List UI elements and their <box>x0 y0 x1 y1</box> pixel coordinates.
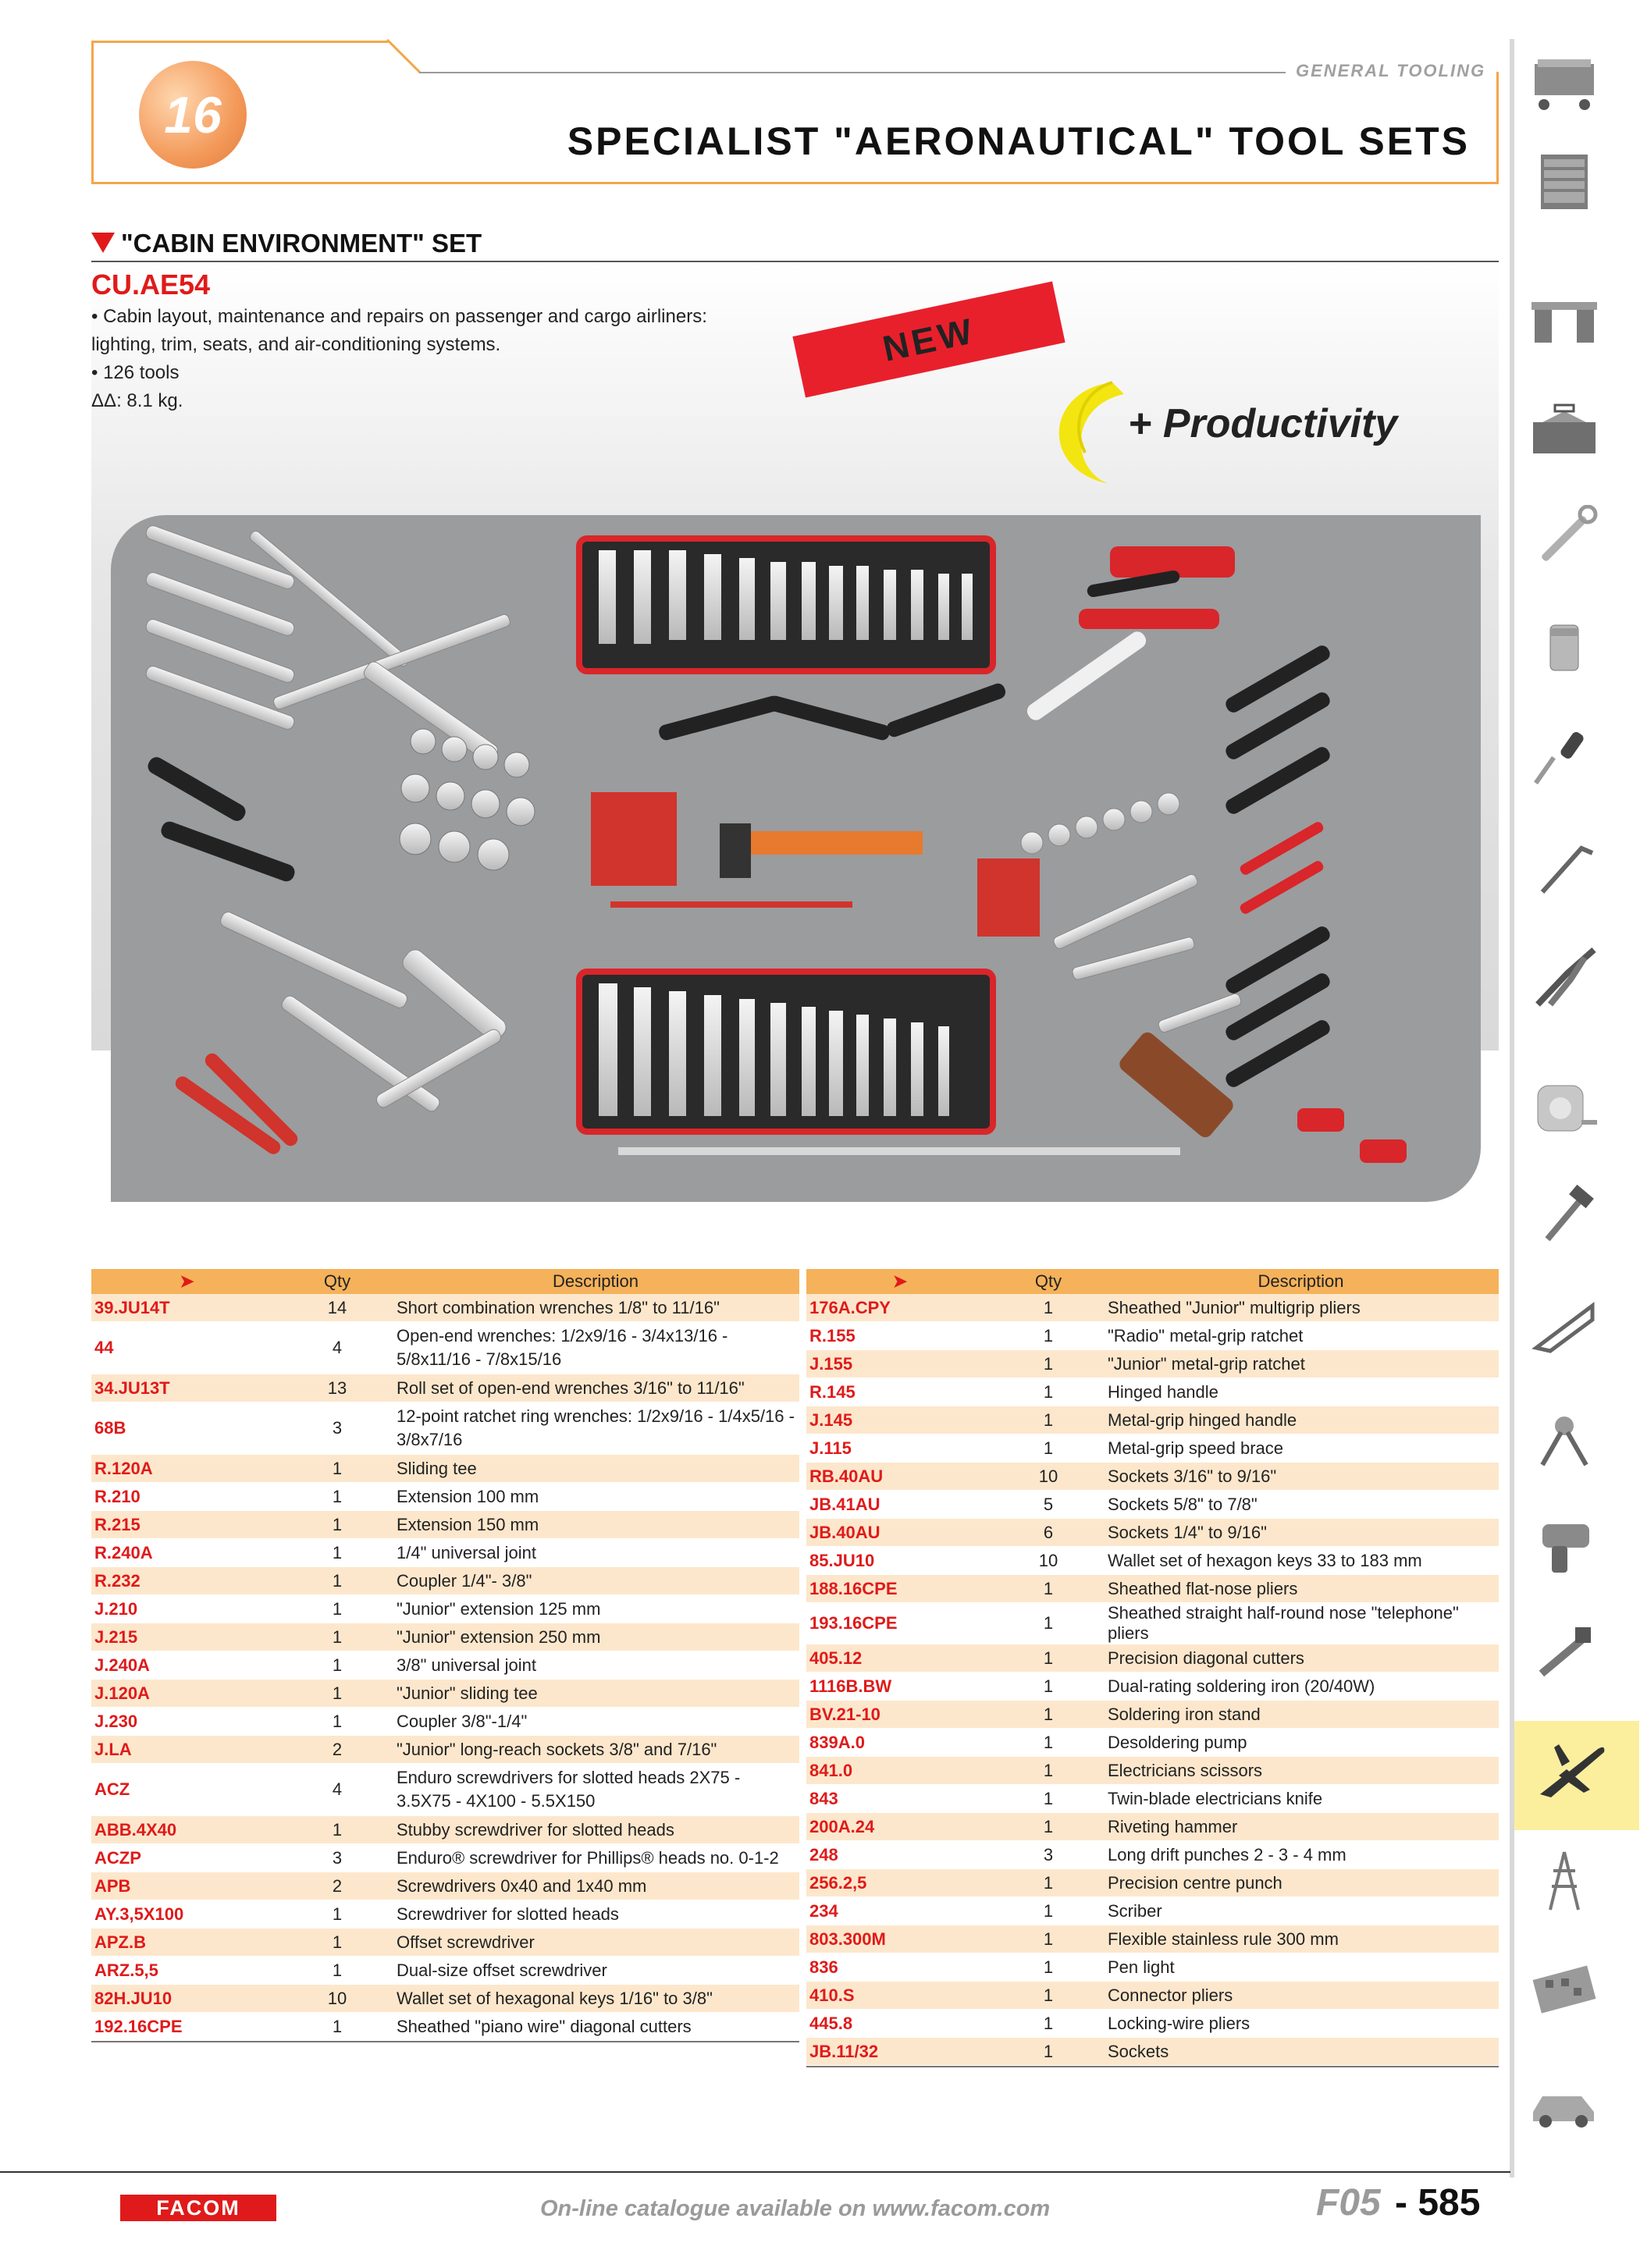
header-frame-bottom <box>91 182 1499 184</box>
part-description: Sheathed straight half-round nose "telephone" pliers <box>1103 1603 1499 1644</box>
part-description: Metal-grip speed brace <box>1103 1434 1499 1463</box>
table-row <box>91 1900 799 1929</box>
part-description: Electricians scissors <box>1103 1757 1499 1785</box>
sidebar-item-tape-measure[interactable] <box>1517 1065 1611 1151</box>
set-title: "CABIN ENVIRONMENT" SET <box>121 229 482 258</box>
table-row <box>806 1575 1499 1603</box>
part-description: Stubby screwdriver for slotted heads <box>392 1816 799 1844</box>
part-description: "Junior" long-reach sockets 3/8" and 7/16" <box>392 1736 799 1764</box>
part-ref: BV.21-10 <box>806 1701 994 1729</box>
part-qty: 1 <box>994 1406 1103 1434</box>
sidebar-item-hex-key[interactable] <box>1517 823 1611 909</box>
tool-set-illustration <box>111 515 1481 1202</box>
part-description: Sockets 5/8" to 7/8" <box>1103 1491 1499 1519</box>
set-weight: ΔΔ: 8.1 kg. <box>91 390 183 411</box>
table-row <box>806 1925 1499 1953</box>
table-row <box>806 1547 1499 1575</box>
part-ref: 256.2,5 <box>806 1869 994 1897</box>
part-qty: 1 <box>994 2038 1103 2066</box>
brand-logo-text: FACOM <box>156 2195 240 2220</box>
part-ref: 82H.JU10 <box>91 1985 283 2013</box>
table-header-row <box>91 1269 799 1294</box>
table-row <box>806 1463 1499 1491</box>
part-description: "Junior" sliding tee <box>392 1680 799 1708</box>
description-column-header: Description <box>392 1269 799 1294</box>
table-row <box>91 1872 799 1900</box>
set-description <box>91 303 731 415</box>
table-row <box>806 1406 1499 1434</box>
header-frame-top <box>91 41 388 43</box>
part-description: Wallet set of hexagonal keys 1/16" to 3/8" <box>392 1985 799 2013</box>
table-row <box>91 1511 799 1539</box>
part-ref: ABB.4X40 <box>91 1816 283 1844</box>
part-qty: 1 <box>994 2010 1103 2038</box>
sidebar-item-pipe-wrench[interactable] <box>1517 1612 1611 1697</box>
part-description: Enduro screwdrivers for slotted heads 2X75 - 3.5X75 - 4X100 - 5.5X150 <box>392 1764 799 1816</box>
part-qty: 3 <box>994 1841 1103 1869</box>
section-label: GENERAL TOOLING <box>1296 61 1486 80</box>
pipe-wrench-icon <box>1527 1621 1602 1688</box>
part-description: Riveting hammer <box>1103 1813 1499 1841</box>
table-row <box>91 1483 799 1511</box>
parts-table-right <box>806 1269 1499 2066</box>
table-row <box>806 1294 1499 1322</box>
table-row <box>806 1434 1499 1463</box>
pliers-icon <box>1527 942 1602 1009</box>
arrow-ref-icon: ➤ <box>892 1271 908 1291</box>
table-row <box>806 1519 1499 1547</box>
part-description: Open-end wrenches: 1/2x9/16 - 3/4x13/16 - 5/8x11/16 - 7/8x15/16 <box>392 1322 799 1374</box>
part-qty: 1 <box>994 1575 1103 1603</box>
part-description: Hinged handle <box>1103 1378 1499 1406</box>
part-ref: APZ.B <box>91 1929 283 1957</box>
sidebar-item-puller[interactable] <box>1517 1393 1611 1479</box>
sidebar-item-electrical-tower[interactable] <box>1517 1838 1611 1924</box>
set-tool-count: • 126 tools <box>91 362 180 383</box>
part-qty: 3 <box>283 1844 392 1872</box>
part-ref: JB.11/32 <box>806 2038 994 2066</box>
part-description: Sheathed "piano wire" diagonal cutters <box>392 2013 799 2041</box>
part-ref: 192.16CPE <box>91 2013 283 2041</box>
table-end-rule <box>806 2066 1499 2067</box>
part-ref: APB <box>91 1872 283 1900</box>
part-qty: 1 <box>283 1511 392 1539</box>
part-ref: 193.16CPE <box>806 1603 994 1644</box>
table-row <box>91 1844 799 1872</box>
part-ref: 405.12 <box>806 1644 994 1673</box>
part-description: Enduro® screwdriver for Phillips® heads no. 0-1-2 <box>392 1844 799 1872</box>
part-description: Extension 100 mm <box>392 1483 799 1511</box>
part-qty: 4 <box>283 1322 392 1374</box>
part-description: Dual-rating soldering iron (20/40W) <box>1103 1673 1499 1701</box>
part-ref: 1116B.BW <box>806 1673 994 1701</box>
part-ref: ACZ <box>91 1764 283 1816</box>
parts-table-left <box>91 1269 799 2041</box>
part-description: Coupler 1/4"- 3/8" <box>392 1567 799 1595</box>
part-ref: 843 <box>806 1785 994 1813</box>
part-description: Sockets 3/16" to 9/16" <box>1103 1463 1499 1491</box>
part-qty: 1 <box>283 1708 392 1736</box>
part-qty: 2 <box>283 1872 392 1900</box>
part-qty: 6 <box>994 1519 1103 1547</box>
part-qty: 1 <box>283 1595 392 1623</box>
table-row <box>806 1673 1499 1701</box>
part-qty: 1 <box>283 1623 392 1651</box>
part-description: "Junior" metal-grip ratchet <box>1103 1350 1499 1378</box>
part-qty: 5 <box>994 1491 1103 1519</box>
table-row <box>806 1491 1499 1519</box>
toolbox-icon <box>1527 396 1602 463</box>
part-ref: R.210 <box>91 1483 283 1511</box>
part-qty: 3 <box>283 1402 392 1455</box>
arrow-ref-icon: ➤ <box>180 1271 194 1291</box>
online-catalogue-link[interactable]: On-line catalogue available on www.facom.com <box>540 2196 1051 2221</box>
hacksaw-icon <box>1527 1293 1602 1360</box>
part-qty: 1 <box>994 1813 1103 1841</box>
table-row <box>806 1757 1499 1785</box>
part-qty: 1 <box>994 1897 1103 1925</box>
part-description: Coupler 3/8"-1/4" <box>392 1708 799 1736</box>
part-qty: 1 <box>994 1350 1103 1378</box>
part-description: Connector pliers <box>1103 1982 1499 2010</box>
part-qty: 1 <box>994 1982 1103 2010</box>
part-description: Roll set of open-end wrenches 3/16" to 11/16" <box>392 1374 799 1402</box>
part-ref: R.215 <box>91 1511 283 1539</box>
part-ref: J.145 <box>806 1406 994 1434</box>
part-qty: 1 <box>994 1785 1103 1813</box>
part-qty: 1 <box>283 1539 392 1567</box>
part-description: Twin-blade electricians knife <box>1103 1785 1499 1813</box>
sidebar-item-socket[interactable] <box>1517 605 1611 691</box>
facom-logo <box>120 2195 276 2221</box>
table-row <box>91 1985 799 2013</box>
part-description: Locking-wire pliers <box>1103 2010 1499 2038</box>
hex-key-icon <box>1527 833 1602 900</box>
table-row <box>91 1929 799 1957</box>
part-ref: 234 <box>806 1897 994 1925</box>
table-header-row <box>806 1269 1499 1294</box>
part-description: 3/8" universal joint <box>392 1651 799 1680</box>
table-row <box>806 2038 1499 2066</box>
description-column-header: Description <box>1103 1269 1499 1294</box>
part-ref: RB.40AU <box>806 1463 994 1491</box>
table-row <box>806 1378 1499 1406</box>
part-ref: 839A.0 <box>806 1729 994 1757</box>
part-ref: J.215 <box>91 1623 283 1651</box>
tool-cabinet-icon <box>1527 150 1602 217</box>
sidebar-item-hacksaw[interactable] <box>1517 1284 1611 1370</box>
wrench-icon <box>1527 505 1602 572</box>
part-description: Precision centre punch <box>1103 1869 1499 1897</box>
sidebar-item-wrench[interactable] <box>1517 496 1611 581</box>
table-row <box>91 1816 799 1844</box>
part-qty: 1 <box>994 1434 1103 1463</box>
part-description: Metal-grip hinged handle <box>1103 1406 1499 1434</box>
part-qty: 1 <box>994 1925 1103 1953</box>
table-row <box>91 1294 799 1322</box>
qty-column-header: Qty <box>283 1269 392 1294</box>
table-row <box>91 1764 799 1816</box>
part-description: Long drift punches 2 - 3 - 4 mm <box>1103 1841 1499 1869</box>
table-row <box>806 1350 1499 1378</box>
part-qty: 1 <box>994 1603 1103 1644</box>
part-description: "Junior" extension 125 mm <box>392 1595 799 1623</box>
page-title: SPECIALIST "AERONAUTICAL" TOOL SETS <box>567 119 1470 163</box>
header-frame-left <box>91 41 94 184</box>
part-qty: 1 <box>994 1701 1103 1729</box>
part-ref: 803.300M <box>806 1925 994 1953</box>
part-ref: J.230 <box>91 1708 283 1736</box>
sidebar-item-airplane[interactable] <box>1526 1729 1620 1815</box>
table-row <box>91 1455 799 1483</box>
part-description: Wallet set of hexagon keys 33 to 183 mm <box>1103 1547 1499 1575</box>
table-row <box>806 1603 1499 1644</box>
tape-measure-icon <box>1527 1075 1602 1142</box>
part-description: Desoldering pump <box>1103 1729 1499 1757</box>
table-row <box>91 1680 799 1708</box>
part-description: Pen light <box>1103 1953 1499 1982</box>
part-ref: 445.8 <box>806 2010 994 2038</box>
part-qty: 4 <box>283 1764 392 1816</box>
part-ref: J.115 <box>806 1434 994 1463</box>
table-row <box>91 1374 799 1402</box>
part-ref: R.240A <box>91 1539 283 1567</box>
table-row <box>806 2010 1499 2038</box>
part-qty: 1 <box>994 1729 1103 1757</box>
part-qty: 1 <box>283 1651 392 1680</box>
puller-icon <box>1527 1402 1602 1470</box>
header-frame-slant <box>386 39 422 74</box>
table-row <box>91 1595 799 1623</box>
part-qty: 1 <box>994 1869 1103 1897</box>
part-description: 12-point ratchet ring wrenches: 1/2x9/16 - 1/4x5/16 - 3/8x7/16 <box>392 1402 799 1455</box>
part-ref: J.210 <box>91 1595 283 1623</box>
part-description: Extension 150 mm <box>392 1511 799 1539</box>
triangle-bullet-icon <box>91 233 115 253</box>
part-ref: AY.3,5X100 <box>91 1900 283 1929</box>
part-qty: 1 <box>283 1680 392 1708</box>
part-ref: 248 <box>806 1841 994 1869</box>
table-row <box>91 2013 799 2041</box>
part-ref: 39.JU14T <box>91 1294 283 1322</box>
part-qty: 1 <box>994 1378 1103 1406</box>
workbench-icon <box>1527 286 1602 354</box>
table-row <box>91 1402 799 1455</box>
table-row <box>91 1957 799 1985</box>
part-description: Dual-size offset screwdriver <box>392 1957 799 1985</box>
sidebar-item-car[interactable] <box>1517 2060 1611 2146</box>
table-row <box>91 1651 799 1680</box>
sidebar-item-toolbox[interactable] <box>1517 386 1611 472</box>
productivity-badge: + Productivity <box>1128 401 1398 446</box>
screwdriver-icon <box>1527 723 1602 791</box>
part-ref: 841.0 <box>806 1757 994 1785</box>
part-description: Sheathed flat-nose pliers <box>1103 1575 1499 1603</box>
part-qty: 1 <box>283 1900 392 1929</box>
part-description: Screwdrivers 0x40 and 1x40 mm <box>392 1872 799 1900</box>
hammer-icon <box>1527 1184 1602 1251</box>
socket-icon <box>1527 614 1602 681</box>
table-row <box>806 1841 1499 1869</box>
part-description: Offset screwdriver <box>392 1929 799 1957</box>
part-description: Sliding tee <box>392 1455 799 1483</box>
part-qty: 1 <box>283 1957 392 1985</box>
sidebar-item-impact-wrench[interactable] <box>1517 1502 1611 1588</box>
footer-rule <box>0 2171 1510 2173</box>
part-ref: R.145 <box>806 1378 994 1406</box>
page-number: - 585 <box>1395 2182 1481 2224</box>
sidebar-item-screwdriver[interactable] <box>1517 714 1611 800</box>
sidebar-rule <box>1510 39 1514 2177</box>
airplane-icon <box>1535 1738 1610 1805</box>
header-rule <box>419 72 1286 73</box>
part-ref: J.LA <box>91 1736 283 1764</box>
table-row <box>91 1736 799 1764</box>
part-qty: 14 <box>283 1294 392 1322</box>
part-ref: 200A.24 <box>806 1813 994 1841</box>
qty-column-header: Qty <box>994 1269 1103 1294</box>
page-prefix: F05 <box>1316 2182 1381 2224</box>
part-qty: 10 <box>994 1463 1103 1491</box>
part-ref: JB.41AU <box>806 1491 994 1519</box>
part-ref: JB.40AU <box>806 1519 994 1547</box>
table-row <box>806 1729 1499 1757</box>
table-row <box>91 1623 799 1651</box>
part-qty: 1 <box>283 1567 392 1595</box>
table-row <box>806 1982 1499 2010</box>
part-ref: R.232 <box>91 1567 283 1595</box>
part-description: Flexible stainless rule 300 mm <box>1103 1925 1499 1953</box>
part-qty: 1 <box>994 1953 1103 1982</box>
part-ref: 85.JU10 <box>806 1547 994 1575</box>
impact-wrench-icon <box>1527 1512 1602 1579</box>
table-end-rule <box>91 2041 799 2042</box>
part-qty: 1 <box>994 1322 1103 1350</box>
part-ref: J.240A <box>91 1651 283 1680</box>
part-description: Soldering iron stand <box>1103 1701 1499 1729</box>
circuit-board-icon <box>1527 1957 1602 2024</box>
part-qty: 13 <box>283 1374 392 1402</box>
part-ref: J.155 <box>806 1350 994 1378</box>
sidebar-item-pliers[interactable] <box>1517 933 1611 1018</box>
part-qty: 10 <box>283 1985 392 2013</box>
ref-column-header <box>91 1269 283 1294</box>
part-qty: 1 <box>283 2013 392 2041</box>
part-ref: 34.JU13T <box>91 1374 283 1402</box>
service-trolley-icon <box>1527 48 1602 116</box>
ref-column-header <box>806 1269 994 1294</box>
new-badge-text: NEW <box>879 310 979 369</box>
table-row <box>91 1539 799 1567</box>
part-description: Precision diagonal cutters <box>1103 1644 1499 1673</box>
table-row <box>91 1322 799 1374</box>
table-row <box>806 1897 1499 1925</box>
table-row <box>806 1869 1499 1897</box>
part-description: Short combination wrenches 1/8" to 11/16" <box>392 1294 799 1322</box>
table-row <box>806 1813 1499 1841</box>
table-row <box>806 1701 1499 1729</box>
part-ref: 68B <box>91 1402 283 1455</box>
sidebar-item-service-trolley[interactable] <box>1517 39 1611 125</box>
table-row <box>806 1785 1499 1813</box>
tool-set-photo <box>111 515 1481 1202</box>
part-ref: 176A.CPY <box>806 1294 994 1322</box>
table-row <box>806 1953 1499 1982</box>
part-ref: 836 <box>806 1953 994 1982</box>
part-ref: ACZP <box>91 1844 283 1872</box>
sidebar-item-circuit-board[interactable] <box>1517 1947 1611 2033</box>
part-qty: 1 <box>283 1483 392 1511</box>
table-row <box>91 1567 799 1595</box>
part-qty: 2 <box>283 1736 392 1764</box>
table-row <box>806 1322 1499 1350</box>
part-ref: J.120A <box>91 1680 283 1708</box>
part-qty: 1 <box>283 1929 392 1957</box>
part-qty: 1 <box>283 1455 392 1483</box>
part-qty: 1 <box>994 1673 1103 1701</box>
part-description: Sheathed "Junior" multigrip pliers <box>1103 1294 1499 1322</box>
header-frame-right <box>1496 72 1499 184</box>
sidebar-item-tool-cabinet[interactable] <box>1517 140 1611 226</box>
part-qty: 1 <box>994 1644 1103 1673</box>
set-reference: CU.AE54 <box>91 268 211 300</box>
part-qty: 1 <box>994 1294 1103 1322</box>
part-description: Sockets 1/4" to 9/16" <box>1103 1519 1499 1547</box>
part-ref: 44 <box>91 1322 283 1374</box>
sidebar-item-hammer[interactable] <box>1517 1175 1611 1260</box>
part-description: Screwdriver for slotted heads <box>392 1900 799 1929</box>
car-icon <box>1527 2070 1602 2137</box>
table-row <box>91 1708 799 1736</box>
table-row <box>806 1644 1499 1673</box>
part-qty: 10 <box>994 1547 1103 1575</box>
part-description: 1/4" universal joint <box>392 1539 799 1567</box>
part-ref: ARZ.5,5 <box>91 1957 283 1985</box>
sidebar-item-workbench[interactable] <box>1517 277 1611 363</box>
part-qty: 1 <box>994 1757 1103 1785</box>
part-ref: R.155 <box>806 1322 994 1350</box>
part-ref: 188.16CPE <box>806 1575 994 1603</box>
part-description: Sockets <box>1103 2038 1499 2066</box>
part-description: "Radio" metal-grip ratchet <box>1103 1322 1499 1350</box>
electrical-tower-icon <box>1527 1847 1602 1914</box>
set-desc-line: • Cabin layout, maintenance and repairs on passenger and cargo airliners: lighting, trim, seats, and air-conditioning systems. <box>91 306 707 355</box>
part-description: "Junior" extension 250 mm <box>392 1623 799 1651</box>
chapter-badge: 16 <box>139 61 247 169</box>
part-ref: 410.S <box>806 1982 994 2010</box>
part-ref: R.120A <box>91 1455 283 1483</box>
part-description: Scriber <box>1103 1897 1499 1925</box>
part-qty: 1 <box>283 1816 392 1844</box>
set-title-rule <box>91 261 1499 262</box>
